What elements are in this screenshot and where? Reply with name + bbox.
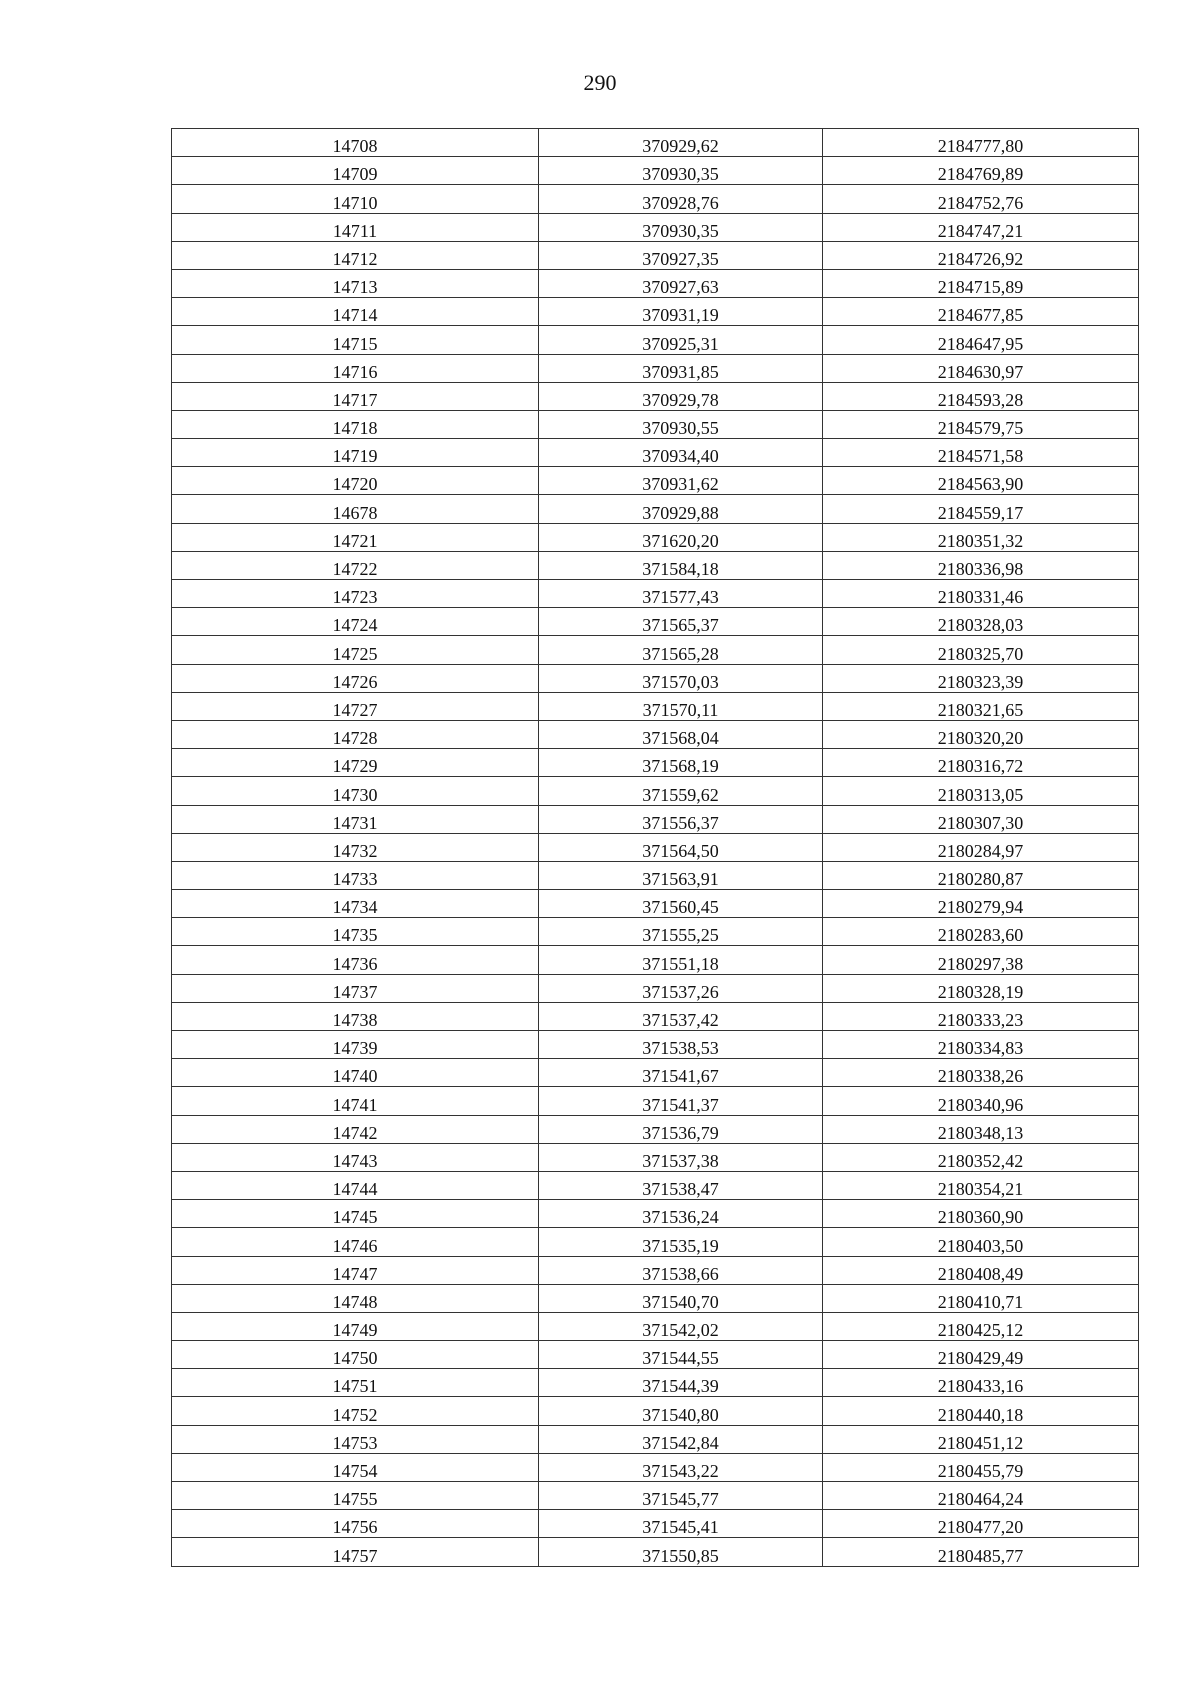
- table-row: [172, 805, 1139, 833]
- x-coordinate-cell: 370928,76: [539, 185, 823, 213]
- x-coordinate-cell: 371542,84: [539, 1425, 823, 1453]
- x-coordinate-cell: 371541,67: [539, 1059, 823, 1087]
- point-number-cell: 14755: [172, 1482, 539, 1510]
- y-coordinate-cell: 2184777,80: [823, 129, 1139, 157]
- point-number-cell: 14734: [172, 890, 539, 918]
- point-number-cell: 14738: [172, 1002, 539, 1030]
- point-number-cell: 14739: [172, 1031, 539, 1059]
- x-coordinate-cell: 371538,66: [539, 1256, 823, 1284]
- y-coordinate-cell: 2180336,98: [823, 551, 1139, 579]
- point-number-cell: 14730: [172, 777, 539, 805]
- point-number-cell: 14709: [172, 157, 539, 185]
- table-row: [172, 269, 1139, 297]
- y-coordinate-cell: 2180331,46: [823, 580, 1139, 608]
- table-row: [172, 298, 1139, 326]
- y-coordinate-cell: 2180279,94: [823, 890, 1139, 918]
- y-coordinate-cell: 2180477,20: [823, 1510, 1139, 1538]
- point-number-cell: 14748: [172, 1284, 539, 1312]
- point-number-cell: 14714: [172, 298, 539, 326]
- y-coordinate-cell: 2180321,65: [823, 692, 1139, 720]
- table-row: [172, 1059, 1139, 1087]
- x-coordinate-cell: 370927,35: [539, 241, 823, 269]
- table-row: [172, 157, 1139, 185]
- y-coordinate-cell: 2180352,42: [823, 1143, 1139, 1171]
- y-coordinate-cell: 2184563,90: [823, 467, 1139, 495]
- x-coordinate-cell: 370929,88: [539, 495, 823, 523]
- table-row: [172, 749, 1139, 777]
- table-row: [172, 833, 1139, 861]
- point-number-cell: 14723: [172, 580, 539, 608]
- table-row: [172, 1284, 1139, 1312]
- table-row: [172, 692, 1139, 720]
- table-row: [172, 664, 1139, 692]
- point-number-cell: 14746: [172, 1228, 539, 1256]
- point-number-cell: 14749: [172, 1312, 539, 1340]
- x-coordinate-cell: 371568,19: [539, 749, 823, 777]
- y-coordinate-cell: 2180433,16: [823, 1369, 1139, 1397]
- y-coordinate-cell: 2180333,23: [823, 1002, 1139, 1030]
- point-number-cell: 14727: [172, 692, 539, 720]
- point-number-cell: 14735: [172, 918, 539, 946]
- x-coordinate-cell: 371538,47: [539, 1171, 823, 1199]
- point-number-cell: 14732: [172, 833, 539, 861]
- table-row: [172, 861, 1139, 889]
- x-coordinate-cell: 371541,37: [539, 1087, 823, 1115]
- y-coordinate-cell: 2180464,24: [823, 1482, 1139, 1510]
- x-coordinate-cell: 370930,35: [539, 157, 823, 185]
- x-coordinate-cell: 371540,80: [539, 1397, 823, 1425]
- table-row: [172, 1425, 1139, 1453]
- y-coordinate-cell: 2180334,83: [823, 1031, 1139, 1059]
- table-row: [172, 918, 1139, 946]
- x-coordinate-cell: 371542,02: [539, 1312, 823, 1340]
- point-number-cell: 14711: [172, 213, 539, 241]
- y-coordinate-cell: 2180328,19: [823, 974, 1139, 1002]
- y-coordinate-cell: 2180280,87: [823, 861, 1139, 889]
- y-coordinate-cell: 2180348,13: [823, 1115, 1139, 1143]
- x-coordinate-cell: 371545,77: [539, 1482, 823, 1510]
- x-coordinate-cell: 371570,03: [539, 664, 823, 692]
- x-coordinate-cell: 370929,78: [539, 382, 823, 410]
- y-coordinate-cell: 2180351,32: [823, 523, 1139, 551]
- point-number-cell: 14728: [172, 720, 539, 748]
- x-coordinate-cell: 371535,19: [539, 1228, 823, 1256]
- y-coordinate-cell: 2180354,21: [823, 1171, 1139, 1199]
- table-row: [172, 1228, 1139, 1256]
- y-coordinate-cell: 2180316,72: [823, 749, 1139, 777]
- table-row: [172, 946, 1139, 974]
- table-row: [172, 1341, 1139, 1369]
- x-coordinate-cell: 371537,38: [539, 1143, 823, 1171]
- point-number-cell: 14744: [172, 1171, 539, 1199]
- x-coordinate-cell: 370931,19: [539, 298, 823, 326]
- y-coordinate-cell: 2184630,97: [823, 354, 1139, 382]
- y-coordinate-cell: 2184769,89: [823, 157, 1139, 185]
- table-row: [172, 1143, 1139, 1171]
- x-coordinate-cell: 371543,22: [539, 1453, 823, 1481]
- y-coordinate-cell: 2180340,96: [823, 1087, 1139, 1115]
- table-row: [172, 974, 1139, 1002]
- y-coordinate-cell: 2180323,39: [823, 664, 1139, 692]
- point-number-cell: 14741: [172, 1087, 539, 1115]
- point-number-cell: 14717: [172, 382, 539, 410]
- y-coordinate-cell: 2180313,05: [823, 777, 1139, 805]
- y-coordinate-cell: 2180455,79: [823, 1453, 1139, 1481]
- point-number-cell: 14745: [172, 1200, 539, 1228]
- x-coordinate-cell: 371564,50: [539, 833, 823, 861]
- y-coordinate-cell: 2184579,75: [823, 410, 1139, 438]
- coordinates-table-body: [172, 129, 1139, 1567]
- x-coordinate-cell: 370931,85: [539, 354, 823, 382]
- point-number-cell: 14721: [172, 523, 539, 551]
- x-coordinate-cell: 371537,42: [539, 1002, 823, 1030]
- table-row: [172, 354, 1139, 382]
- x-coordinate-cell: 371556,37: [539, 805, 823, 833]
- y-coordinate-cell: 2180320,20: [823, 720, 1139, 748]
- y-coordinate-cell: 2184677,85: [823, 298, 1139, 326]
- x-coordinate-cell: 371570,11: [539, 692, 823, 720]
- y-coordinate-cell: 2184726,92: [823, 241, 1139, 269]
- x-coordinate-cell: 371559,62: [539, 777, 823, 805]
- coordinates-table: [171, 128, 1139, 1567]
- table-row: [172, 551, 1139, 579]
- point-number-cell: 14747: [172, 1256, 539, 1284]
- y-coordinate-cell: 2184571,58: [823, 439, 1139, 467]
- point-number-cell: 14708: [172, 129, 539, 157]
- point-number-cell: 14756: [172, 1510, 539, 1538]
- y-coordinate-cell: 2180429,49: [823, 1341, 1139, 1369]
- x-coordinate-cell: 370925,31: [539, 326, 823, 354]
- table-row: [172, 720, 1139, 748]
- table-row: [172, 185, 1139, 213]
- x-coordinate-cell: 371565,37: [539, 608, 823, 636]
- table-row: [172, 326, 1139, 354]
- x-coordinate-cell: 371568,04: [539, 720, 823, 748]
- x-coordinate-cell: 371550,85: [539, 1538, 823, 1566]
- table-row: [172, 1453, 1139, 1481]
- x-coordinate-cell: 371565,28: [539, 636, 823, 664]
- x-coordinate-cell: 371545,41: [539, 1510, 823, 1538]
- page-number: 290: [583, 70, 617, 95]
- point-number-cell: 14710: [172, 185, 539, 213]
- y-coordinate-cell: 2180328,03: [823, 608, 1139, 636]
- point-number-cell: 14743: [172, 1143, 539, 1171]
- table-row: [172, 890, 1139, 918]
- point-number-cell: 14678: [172, 495, 539, 523]
- y-coordinate-cell: 2180403,50: [823, 1228, 1139, 1256]
- table-row: [172, 1200, 1139, 1228]
- x-coordinate-cell: 370931,62: [539, 467, 823, 495]
- x-coordinate-cell: 371544,55: [539, 1341, 823, 1369]
- x-coordinate-cell: 371551,18: [539, 946, 823, 974]
- y-coordinate-cell: 2180485,77: [823, 1538, 1139, 1566]
- table-row: [172, 467, 1139, 495]
- point-number-cell: 14713: [172, 269, 539, 297]
- y-coordinate-cell: 2180307,30: [823, 805, 1139, 833]
- x-coordinate-cell: 371537,26: [539, 974, 823, 1002]
- y-coordinate-cell: 2184715,89: [823, 269, 1139, 297]
- table-row: [172, 1171, 1139, 1199]
- x-coordinate-cell: 371536,79: [539, 1115, 823, 1143]
- x-coordinate-cell: 371536,24: [539, 1200, 823, 1228]
- y-coordinate-cell: 2184747,21: [823, 213, 1139, 241]
- x-coordinate-cell: 371544,39: [539, 1369, 823, 1397]
- table-row: [172, 1369, 1139, 1397]
- table-row: [172, 1087, 1139, 1115]
- x-coordinate-cell: 371555,25: [539, 918, 823, 946]
- y-coordinate-cell: 2180410,71: [823, 1284, 1139, 1312]
- point-number-cell: 14737: [172, 974, 539, 1002]
- table-row: [172, 1002, 1139, 1030]
- point-number-cell: 14751: [172, 1369, 539, 1397]
- table-row: [172, 1482, 1139, 1510]
- y-coordinate-cell: 2180284,97: [823, 833, 1139, 861]
- y-coordinate-cell: 2180283,60: [823, 918, 1139, 946]
- x-coordinate-cell: 370930,35: [539, 213, 823, 241]
- point-number-cell: 14731: [172, 805, 539, 833]
- y-coordinate-cell: 2180325,70: [823, 636, 1139, 664]
- point-number-cell: 14712: [172, 241, 539, 269]
- point-number-cell: 14715: [172, 326, 539, 354]
- table-row: [172, 1115, 1139, 1143]
- table-row: [172, 777, 1139, 805]
- table-row: [172, 523, 1139, 551]
- point-number-cell: 14725: [172, 636, 539, 664]
- point-number-cell: 14740: [172, 1059, 539, 1087]
- x-coordinate-cell: 371540,70: [539, 1284, 823, 1312]
- x-coordinate-cell: 371560,45: [539, 890, 823, 918]
- x-coordinate-cell: 371584,18: [539, 551, 823, 579]
- y-coordinate-cell: 2180425,12: [823, 1312, 1139, 1340]
- point-number-cell: 14722: [172, 551, 539, 579]
- table-row: [172, 1510, 1139, 1538]
- point-number-cell: 14752: [172, 1397, 539, 1425]
- table-row: [172, 1256, 1139, 1284]
- table-row: [172, 241, 1139, 269]
- y-coordinate-cell: 2184752,76: [823, 185, 1139, 213]
- point-number-cell: 14724: [172, 608, 539, 636]
- x-coordinate-cell: 370930,55: [539, 410, 823, 438]
- table-row: [172, 1312, 1139, 1340]
- y-coordinate-cell: 2180408,49: [823, 1256, 1139, 1284]
- point-number-cell: 14750: [172, 1341, 539, 1369]
- x-coordinate-cell: 370927,63: [539, 269, 823, 297]
- table-row: [172, 382, 1139, 410]
- point-number-cell: 14716: [172, 354, 539, 382]
- table-row: [172, 1031, 1139, 1059]
- y-coordinate-cell: 2180338,26: [823, 1059, 1139, 1087]
- table-row: [172, 636, 1139, 664]
- point-number-cell: 14742: [172, 1115, 539, 1143]
- table-row: [172, 439, 1139, 467]
- point-number-cell: 14719: [172, 439, 539, 467]
- x-coordinate-cell: 371577,43: [539, 580, 823, 608]
- y-coordinate-cell: 2180297,38: [823, 946, 1139, 974]
- point-number-cell: 14754: [172, 1453, 539, 1481]
- table-row: [172, 410, 1139, 438]
- point-number-cell: 14726: [172, 664, 539, 692]
- point-number-cell: 14729: [172, 749, 539, 777]
- table-row: [172, 129, 1139, 157]
- table-row: [172, 608, 1139, 636]
- y-coordinate-cell: 2180440,18: [823, 1397, 1139, 1425]
- table-row: [172, 580, 1139, 608]
- table-row: [172, 1538, 1139, 1566]
- point-number-cell: 14753: [172, 1425, 539, 1453]
- table-row: [172, 1397, 1139, 1425]
- x-coordinate-cell: 370929,62: [539, 129, 823, 157]
- x-coordinate-cell: 371538,53: [539, 1031, 823, 1059]
- table-row: [172, 495, 1139, 523]
- x-coordinate-cell: 370934,40: [539, 439, 823, 467]
- y-coordinate-cell: 2184593,28: [823, 382, 1139, 410]
- y-coordinate-cell: 2184559,17: [823, 495, 1139, 523]
- x-coordinate-cell: 371620,20: [539, 523, 823, 551]
- point-number-cell: 14720: [172, 467, 539, 495]
- x-coordinate-cell: 371563,91: [539, 861, 823, 889]
- y-coordinate-cell: 2180451,12: [823, 1425, 1139, 1453]
- point-number-cell: 14718: [172, 410, 539, 438]
- y-coordinate-cell: 2180360,90: [823, 1200, 1139, 1228]
- point-number-cell: 14736: [172, 946, 539, 974]
- table-row: [172, 213, 1139, 241]
- point-number-cell: 14733: [172, 861, 539, 889]
- point-number-cell: 14757: [172, 1538, 539, 1566]
- y-coordinate-cell: 2184647,95: [823, 326, 1139, 354]
